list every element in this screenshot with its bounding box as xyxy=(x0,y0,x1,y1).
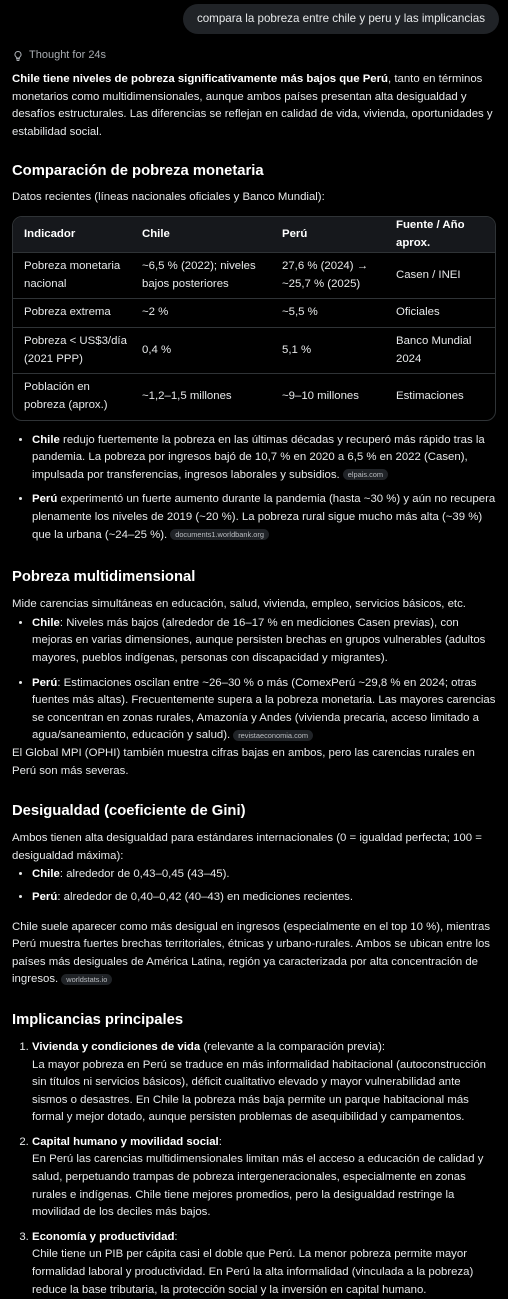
table-cell: 27,6 % (2024) → ~25,7 % (2025) xyxy=(271,253,385,299)
list-item-text: En Perú las carencias multidimensionales limitan más el acceso a educación de calidad y salud, perpetuando trampas de pobreza intergeneracionales, especialmente en zonas rurales e indígenas. Chile tiene mejores promedios, pero la desigualdad restringe la movilidad de los deciles más bajos. xyxy=(32,1153,484,1219)
table-cell: Oficiales xyxy=(385,299,495,328)
source-chip[interactable]: elpais.com xyxy=(343,469,388,480)
list-item xyxy=(32,675,496,745)
table-cell: ~6,5 % (2022); niveles bajos posteriores xyxy=(131,253,271,299)
assistant-response xyxy=(0,71,508,1299)
gini-bullets xyxy=(12,866,496,906)
monetary-bullets xyxy=(12,432,496,545)
list-item-suffix: (relevante a la comparación previa): xyxy=(200,1040,386,1053)
table-cell: ~2 % xyxy=(131,299,271,328)
table-cell: ~1,2–1,5 millones xyxy=(131,374,271,420)
table-cell: Casen / INEI xyxy=(385,253,495,299)
table-cell: Pobreza extrema xyxy=(13,299,131,328)
list-item-text: redujo fuertemente la pobreza en las últimas décadas y recuperó más rápido tras la pandemia. La pobreza por ingresos bajó de 10,7 % en 2020 a 6,5 % en 2022 (Casen), impulsada por transferencias, ingresos laborales y subsidios. xyxy=(32,433,485,481)
list-item-text: Chile tiene un PIB per cápita casi el doble que Perú. La menor pobreza permite mayor formalidad laboral y productividad. En Perú la alta informalidad (vinculada a la pobreza) reduce la base tributaria, la protección social y la inversión en capital humano. xyxy=(32,1248,474,1296)
table-row xyxy=(13,253,495,299)
comparison-table xyxy=(12,216,496,421)
source-chip[interactable]: worldstats.io xyxy=(61,974,112,985)
list-item xyxy=(32,889,496,907)
thought-toggle[interactable] xyxy=(12,47,508,64)
intro-paragraph xyxy=(12,71,496,141)
multi-outro: El Global MPI (OPHI) también muestra cifras bajas en ambos, pero las carencias rurales en Perú son más severas. xyxy=(12,746,475,777)
list-item-text: experimentó un fuerte aumento durante la pandemia (hasta ~30 %) y aún no recupera plenamente los niveles de 2019 (~20 %). La pobreza rural sigue mucho más alta (~39 %) que la urbana (~24–25 %). xyxy=(32,493,496,541)
heading-gini: Desigualdad (coeficiente de Gini) xyxy=(12,803,246,820)
list-item-bold: Vivienda y condiciones de vida xyxy=(32,1040,201,1053)
table-header-cell: Perú xyxy=(271,217,385,253)
table-cell: Banco Mundial 2024 xyxy=(385,328,495,374)
source-chip[interactable]: documents1.worldbank.org xyxy=(170,529,269,540)
heading-monetary: Comparación de pobreza monetaria xyxy=(12,163,264,180)
list-item xyxy=(32,866,496,884)
multi-bullets xyxy=(12,615,496,745)
list-item xyxy=(32,1229,496,1299)
table-row xyxy=(13,299,495,328)
table-cell: Pobreza < US$3/día (2021 PPP) xyxy=(13,328,131,374)
list-item-bold: Economía y productividad xyxy=(32,1230,175,1243)
table-cell: ~5,5 % xyxy=(271,299,385,328)
lightbulb-icon xyxy=(12,50,24,62)
table-row xyxy=(13,374,495,420)
gini-outro xyxy=(12,919,496,989)
list-item-bold: Chile xyxy=(32,433,60,446)
table-cell: ~9–10 millones xyxy=(271,374,385,420)
user-message: compara la pobreza entre chile y peru y las implicancias xyxy=(183,4,499,34)
source-chip[interactable]: revistaeconomia.com xyxy=(233,730,313,741)
list-item-bold: Perú xyxy=(32,676,58,689)
intro-bold: Chile tiene niveles de pobreza significativamente más bajos que Perú xyxy=(12,73,389,85)
list-item-bold: Capital humano y movilidad social xyxy=(32,1135,219,1148)
implications-list xyxy=(12,1039,496,1299)
list-item-text: : Niveles más bajos (alrededor de 16–17 % en mediciones Casen previas), con mejoras en varias dimensiones, aunque persisten brechas en grupos vulnerables (adultos mayores, pueblos indígenas, personas con discapacidad y migrantes). xyxy=(32,616,486,664)
list-item xyxy=(32,432,496,485)
list-item xyxy=(32,1039,496,1127)
user-message-row xyxy=(0,0,508,34)
list-item-text: La mayor pobreza en Perú se traduce en más informalidad habitacional (autoconstrucción sin títulos ni servicios básicos), déficit cualitativo elevado y mayor vulnerabilidad ante sismos o desastres. En Chile la pobreza más baja permite un parque habitacional más formal y mejor dotado, aunque persisten problemas de asequibilidad y campamentos. xyxy=(32,1058,486,1124)
list-item xyxy=(32,491,496,544)
list-item-bold: Perú xyxy=(32,890,58,903)
list-item-text: : Estimaciones oscilan entre ~26–30 % o más (ComexPerú ~29,8 % en 2024; otras fuentes más altas). Frecuentemente supera a la pobreza monetaria. Las mayores carencias se concentran en zonas rurales, Amazonía y Andes (vivienda precaria, acceso limitado a agua/saneamiento, educación y salud). xyxy=(32,676,496,742)
heading-multidimensional: Pobreza multidimensional xyxy=(12,569,196,586)
thought-label: Thought for 24s xyxy=(29,48,107,61)
table-cell: Pobreza monetaria nacional xyxy=(13,253,131,299)
table-header-cell: Indicador xyxy=(13,217,131,253)
list-item xyxy=(32,1134,496,1222)
heading-implications: Implicancias principales xyxy=(12,1011,184,1028)
table-header-cell: Fuente / Año aprox. xyxy=(385,217,495,253)
table-cell: Estimaciones xyxy=(385,374,495,420)
list-item-suffix: : xyxy=(218,1135,222,1148)
table-header-cell: Chile xyxy=(131,217,271,253)
intro-text: , tanto en términos monetarios como multidimensionales, aunque ambos países presentan alta desigualdad y desafíos estructurales. Las diferencias se reflejan en calidad de vida, vivienda, oportunidades y estabilidad social. xyxy=(12,73,493,138)
list-item-text: : alrededor de 0,40–0,42 (40–43) en mediciones recientes. xyxy=(57,890,354,903)
list-item-bold: Perú xyxy=(32,493,58,506)
table-cell: 0,4 % xyxy=(131,328,271,374)
list-item-bold: Chile xyxy=(32,868,60,881)
table-cell: 5,1 % xyxy=(271,328,385,374)
table-cell: Población en pobreza (aprox.) xyxy=(13,374,131,420)
multi-intro: Mide carencias simultáneas en educación, salud, vivienda, empleo, servicios básicos, etc. xyxy=(12,598,466,611)
list-item-bold: Chile xyxy=(32,616,60,629)
table-caption: Datos recientes (líneas nacionales oficiales y Banco Mundial): xyxy=(12,191,325,204)
list-item-text: : alrededor de 0,43–0,45 (43–45). xyxy=(59,868,230,881)
list-item-suffix: : xyxy=(174,1230,178,1243)
gini-outro-text: Chile suele aparecer como más desigual en ingresos (especialmente en el top 10 %), mientras Perú muestra fuertes brechas territoriales, étnicas y urbano-rurales. Ambos se ubican entre los países más desiguales de América Latina, región ya caracterizada por alta concentración de ingresos. xyxy=(12,920,491,986)
table-header-row xyxy=(13,217,495,253)
table-row xyxy=(13,328,495,374)
gini-intro: Ambos tienen alta desigualdad para estándares internacionales (0 = igualdad perfecta; 100 = desigualdad máxima): xyxy=(12,832,482,862)
list-item xyxy=(32,615,496,668)
